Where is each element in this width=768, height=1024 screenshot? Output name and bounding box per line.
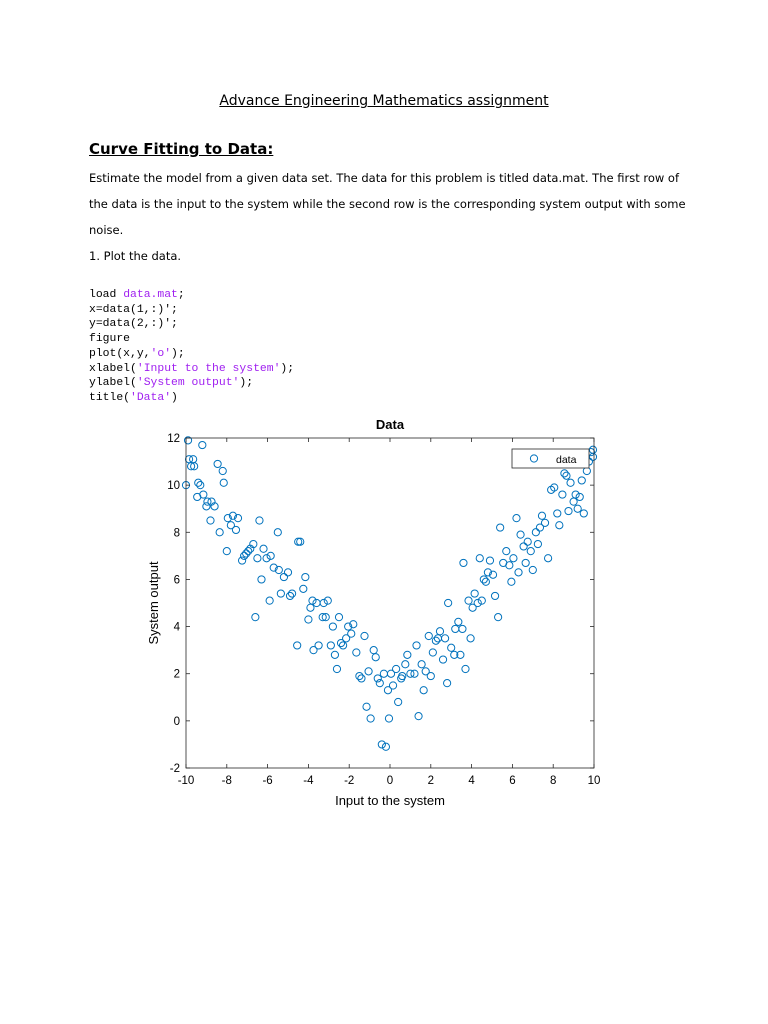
paragraph-line-2: the data is the input to the system while the second row is the corresponding system output with some <box>89 197 686 211</box>
paragraph-line-3: noise. <box>89 223 124 237</box>
section-heading: Curve Fitting to Data: <box>89 140 274 158</box>
y-tick-label: 2 <box>173 668 180 681</box>
code-text: ); <box>171 347 185 360</box>
y-tick-label: 4 <box>173 621 180 634</box>
x-tick-label: 6 <box>509 775 516 787</box>
x-tick-label: -6 <box>262 775 273 787</box>
code-block <box>89 288 294 406</box>
scatter-chart <box>140 412 620 812</box>
code-string: 'Input to the system' <box>136 362 281 375</box>
code-text: ; <box>177 289 185 301</box>
code-text: ); <box>239 377 254 390</box>
x-tick-label: 8 <box>549 775 557 787</box>
code-string: 'o' <box>150 347 172 360</box>
code-string: data.mat <box>123 289 178 301</box>
code-text: x=data(1,:)'; <box>89 303 178 316</box>
code-text: figure <box>89 333 131 346</box>
document-title: Advance Engineering Mathematics assignment <box>219 93 549 109</box>
legend-box <box>512 449 589 468</box>
y-tick-label: -2 <box>169 763 180 775</box>
x-tick-label: 10 <box>587 775 601 787</box>
x-tick-label: -2 <box>344 775 355 787</box>
legend <box>512 449 589 468</box>
step-1-instruction: 1. Plot the data. <box>89 249 182 263</box>
x-tick-label: 2 <box>427 775 435 787</box>
code-text: load <box>89 289 124 301</box>
code-string: 'System output' <box>136 377 240 390</box>
x-tick-label: 4 <box>468 775 475 787</box>
paragraph-line-1: Estimate the model from a given data set. The data for this problem is titled data.mat. The first row of <box>89 171 680 185</box>
x-tick-label: 0 <box>386 775 394 787</box>
code-text: y=data(2,:)'; <box>89 318 178 331</box>
x-tick-label: -8 <box>221 775 232 787</box>
y-tick-label: 10 <box>167 480 180 493</box>
code-string: 'Data' <box>130 391 172 404</box>
y-axis-label: System output <box>146 561 161 645</box>
code-text: xlabel( <box>89 362 137 375</box>
y-tick-label: 8 <box>173 527 180 540</box>
x-tick-label: -4 <box>303 775 314 787</box>
x-tick-label: -10 <box>177 775 195 787</box>
code-text: ); <box>280 362 295 375</box>
chart-title: Data <box>375 417 405 432</box>
code-text: ) <box>171 391 178 404</box>
plot-area-background <box>186 438 594 768</box>
y-tick-label: 0 <box>173 715 180 728</box>
x-axis-label: Input to the system <box>335 793 445 808</box>
y-tick-label: 12 <box>167 433 180 445</box>
code-text: plot(x,y, <box>89 347 151 360</box>
y-tick-label: 6 <box>173 574 180 587</box>
code-text: ylabel( <box>89 377 137 390</box>
code-text: title( <box>89 391 131 404</box>
legend-label: data <box>556 454 577 466</box>
